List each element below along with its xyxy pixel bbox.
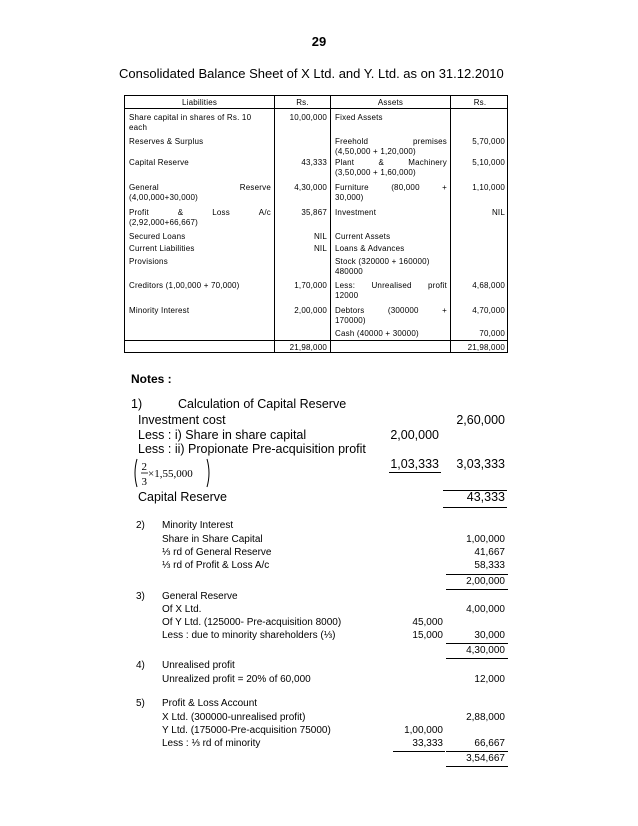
fraction-denominator: 3: [141, 476, 147, 488]
note5-row-value: 66,667: [474, 738, 505, 749]
note3-number: 3): [136, 591, 145, 602]
underline: [389, 472, 441, 473]
note5-row-mid: 33,333: [412, 738, 443, 749]
liability-minority-interest: Minority Interest: [129, 306, 190, 315]
document-title: Consolidated Balance Sheet of X Ltd. and Y. Ltd. as on 31.12.2010: [119, 66, 504, 81]
note2-row: ⅓ rd of General Reserve: [162, 547, 272, 558]
note2-number: 2): [136, 520, 145, 531]
underline: [393, 751, 445, 752]
header-rs-liabilities: Rs.: [296, 98, 309, 107]
note2-total: 2,00,000: [466, 576, 505, 587]
note3-row-value: 4,00,000: [466, 604, 505, 615]
note5-row-value: 2,88,000: [466, 712, 505, 723]
asset-amount: NIL: [491, 208, 505, 217]
note2-row-value: 41,667: [474, 547, 505, 558]
liability-amount: 1,70,000: [294, 281, 327, 290]
liability-general-reserve: General Reserve: [129, 183, 271, 192]
asset-current-assets: Current Assets: [335, 232, 391, 241]
underline: [446, 589, 508, 590]
note1-investment-label: Investment cost: [138, 413, 226, 427]
header-assets: Assets: [377, 98, 404, 107]
note3-row-mid: 15,000: [412, 630, 443, 641]
right-paren-icon: [207, 459, 209, 487]
note1-number: 1): [131, 397, 143, 411]
liability-amount: 35,867: [301, 208, 327, 217]
liability-secured-loans: Secured Loans: [129, 232, 186, 241]
liability-amount: NIL: [313, 232, 327, 241]
header-liabilities: Liabilities: [181, 98, 218, 107]
page-number: 29: [311, 34, 327, 49]
asset-debtors-calc: 170000): [335, 316, 366, 325]
asset-amount: 70,000: [479, 329, 505, 338]
note2-heading: Minority Interest: [162, 520, 234, 531]
liability-capital-reserve: Capital Reserve: [129, 158, 189, 167]
liability-creditors: Creditors (1,00,000 + 70,000): [129, 281, 240, 290]
note5-row-mid: 1,00,000: [404, 725, 443, 736]
liability-reserves-surplus: Reserves & Surplus: [129, 137, 204, 146]
note1-less2-value: 1,03,333: [390, 457, 439, 471]
asset-loans-advances: Loans & Advances: [335, 244, 405, 253]
note1-less-total: 3,03,333: [456, 457, 505, 471]
asset-freehold-calc: (4,50,000 + 1,20,000): [335, 147, 416, 156]
underline: [446, 751, 508, 752]
note5-total: 3,54,667: [466, 753, 505, 764]
asset-freehold: Freehold premises: [335, 137, 447, 146]
note1-result-value: 43,333: [466, 490, 505, 504]
note1-less1-label: Less : i) Share in share capital: [138, 428, 307, 442]
underline: [446, 766, 508, 767]
asset-investment: Investment: [335, 208, 377, 217]
asset-fixed-assets: Fixed Assets: [335, 113, 383, 122]
fraction-formula: [133, 458, 211, 488]
underline: [443, 507, 507, 508]
asset-furniture-calc: 30,000): [335, 193, 364, 202]
liability-share-capital-cont: each: [129, 123, 148, 132]
note3-row-value: 30,000: [474, 630, 505, 641]
liability-amount: 10,00,000: [289, 113, 327, 122]
note3-row: Of X Ltd.: [162, 604, 202, 615]
asset-debtors: Debtors (300000 +: [335, 306, 447, 315]
header-rs-assets: Rs.: [473, 98, 487, 107]
note2-row: ⅓ rd of Profit & Loss A/c: [162, 560, 270, 571]
asset-amount: 4,68,000: [472, 281, 505, 290]
underline: [446, 643, 508, 644]
balance-sheet-table: [124, 95, 508, 353]
note5-row: X Ltd. (300000-unrealised profit): [162, 712, 306, 723]
note4-heading: Unrealised profit: [162, 660, 235, 671]
note2-row-value: 58,333: [474, 560, 505, 571]
note5-heading: Profit & Loss Account: [162, 698, 258, 709]
asset-stock: Stock (320000 + 160000): [335, 257, 430, 266]
asset-plant-machinery: Plant & Machinery: [335, 158, 447, 167]
underline: [446, 658, 508, 659]
left-paren-icon: [135, 459, 137, 487]
asset-furniture: Furniture (80,000 +: [335, 183, 447, 192]
note5-row: Y Ltd. (175000-Pre-acquisition 75000): [162, 725, 331, 736]
note5-number: 5): [136, 698, 145, 709]
asset-cash: Cash (40000 + 30000): [335, 329, 419, 338]
liability-profit-loss: Profit & Loss A/c: [129, 208, 271, 217]
note4-number: 4): [136, 660, 145, 671]
note1-investment-value: 2,60,000: [456, 413, 505, 427]
asset-amount: 4,70,000: [472, 306, 505, 315]
note1-less1-value: 2,00,000: [390, 428, 439, 442]
asset-stock-total: 480000: [335, 267, 363, 276]
note3-total: 4,30,000: [466, 645, 505, 656]
note3-row: Less : due to minority shareholders (⅓): [162, 630, 336, 641]
liability-amount: 43,333: [301, 158, 327, 167]
asset-unrealised-value: 12000: [335, 291, 359, 300]
notes-title: Notes :: [131, 372, 172, 386]
liability-provisions: Provisions: [129, 257, 168, 266]
liability-amount: 4,30,000: [294, 183, 327, 192]
asset-amount: 1,10,000: [472, 183, 505, 192]
note4-row-value: 12,000: [474, 674, 505, 685]
liability-general-reserve-calc: (4,00,000+30,000): [129, 193, 199, 202]
note2-row-value: 1,00,000: [466, 534, 505, 545]
note3-row: Of Y Ltd. (125000- Pre-acquisition 8000): [162, 617, 342, 628]
liability-amount: NIL: [313, 244, 327, 253]
note1-less2-label: Less : ii) Propionate Pre-acquisition profit: [138, 442, 366, 456]
fraction-multiplier: ×1,55,000: [148, 468, 193, 480]
asset-amount: 5,10,000: [472, 158, 505, 167]
note2-row: Share in Share Capital: [162, 534, 263, 545]
liability-current-liabilities: Current Liabilities: [129, 244, 195, 253]
fraction-numerator: 2: [141, 461, 147, 473]
total-liabilities: 21,98,000: [289, 343, 327, 352]
liability-share-capital: Share capital in shares of Rs. 10: [129, 113, 252, 122]
asset-less-unrealised: Less: Unrealised profit: [335, 281, 447, 290]
underline: [446, 574, 508, 575]
note1-result-label: Capital Reserve: [138, 490, 227, 504]
total-assets: 21,98,000: [467, 343, 505, 352]
note5-row: Less : ⅓ rd of minority: [162, 738, 261, 749]
note3-heading: General Reserve: [162, 591, 238, 602]
note4-row: Unrealized profit = 20% of 60,000: [162, 674, 311, 685]
liability-profit-loss-calc: (2,92,000+66,667): [129, 218, 199, 227]
liability-amount: 2,00,000: [294, 306, 327, 315]
asset-amount: 5,70,000: [472, 137, 505, 146]
note1-heading: Calculation of Capital Reserve: [178, 397, 347, 411]
note3-row-mid: 45,000: [412, 617, 443, 628]
asset-plant-calc: (3,50,000 + 1,60,000): [335, 168, 416, 177]
